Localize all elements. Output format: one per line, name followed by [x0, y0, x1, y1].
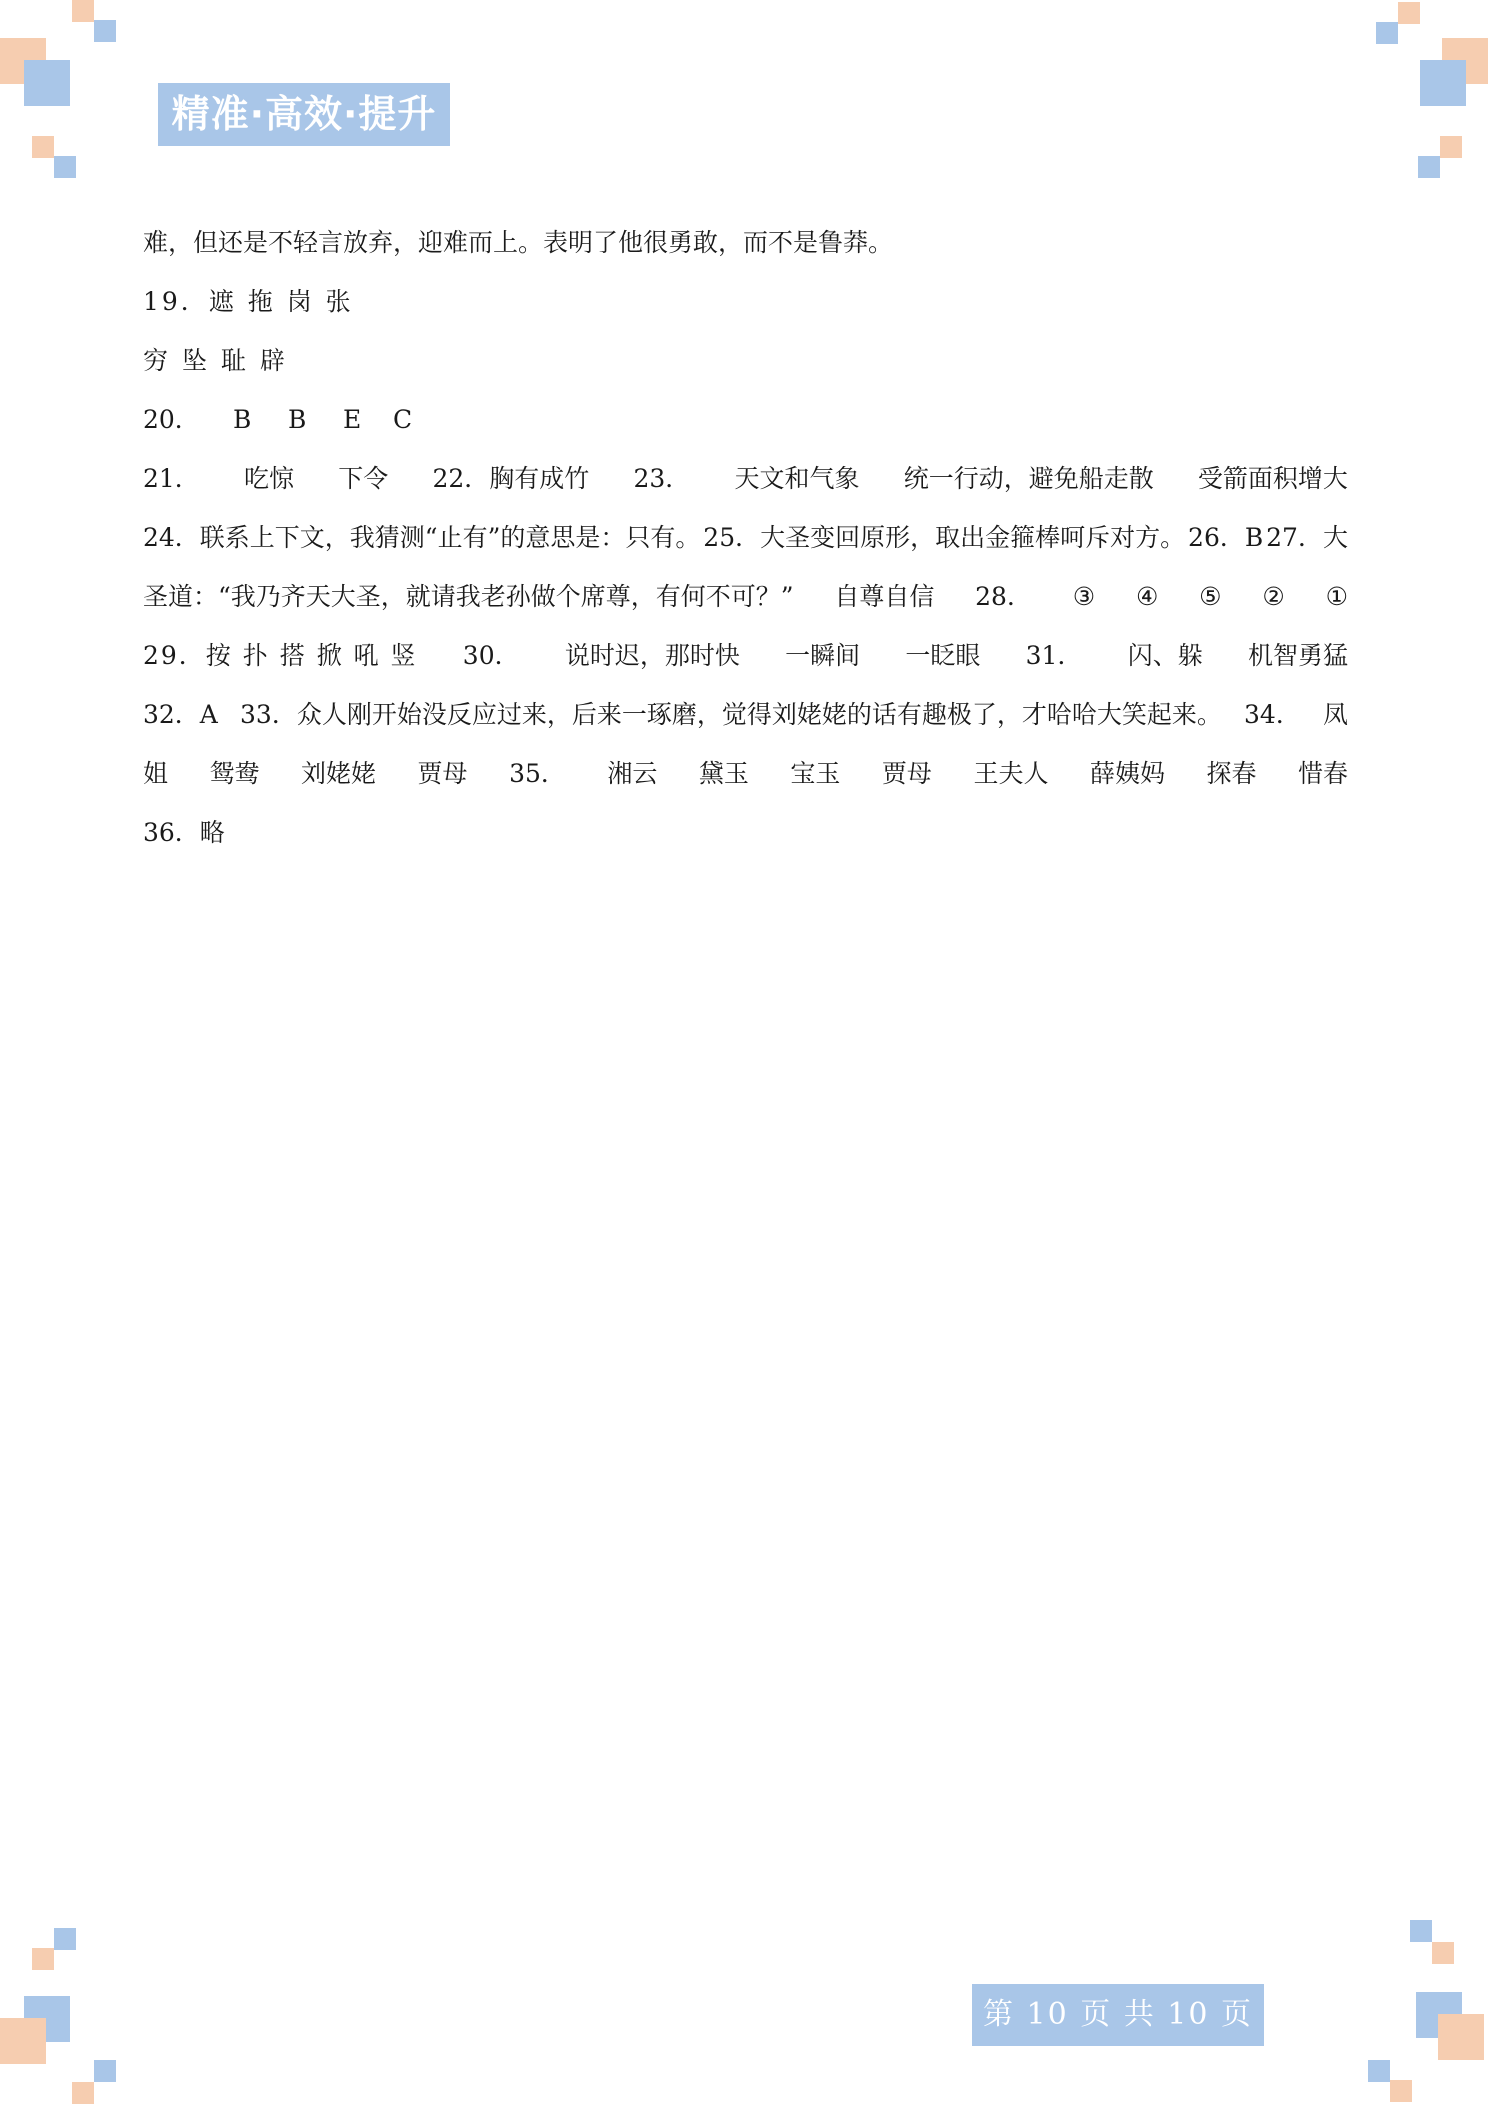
answer-text: 宝玉	[790, 759, 841, 788]
answer-text: 薛姨妈	[1089, 759, 1165, 788]
answer-text: 统一行动，避免船走散	[903, 464, 1154, 493]
answer-order-mark: ②	[1262, 582, 1285, 611]
answer-text: 33．众人刚开始没反应过来，后来一琢磨，觉得刘姥姥的话有趣极了，才哈哈大笑起来。	[240, 700, 1222, 729]
answer-text: 22．胸有成竹	[432, 464, 590, 493]
answer-number: 21．	[143, 464, 200, 493]
brand-banner: 精准·高效·提升	[158, 83, 450, 146]
answer-text: 32．A	[143, 700, 218, 729]
answer-number: 35．	[509, 759, 566, 788]
corner-decoration	[54, 156, 76, 178]
corner-decoration	[1368, 2060, 1390, 2082]
answer-choice: B	[288, 405, 307, 434]
answer-text: 说时迟，那时快	[564, 641, 740, 670]
answer-choice: B	[233, 405, 252, 434]
answer-choice: E	[343, 405, 362, 434]
answer-number: 30．	[462, 641, 520, 670]
corner-decoration	[1440, 136, 1462, 158]
corner-decoration	[1418, 156, 1440, 178]
answer-line	[143, 272, 1348, 331]
answer-number: 23．	[633, 464, 691, 493]
answer-line	[143, 390, 1348, 449]
answer-text: 29．按 扑 搭 掀 吼 竖	[143, 641, 418, 670]
answer-number: 34．	[1244, 700, 1301, 729]
answer-choice: C	[393, 405, 413, 434]
answer-line	[143, 449, 1348, 508]
answer-text: 受箭面积增大	[1197, 464, 1348, 493]
answer-text: 吃惊	[244, 464, 295, 493]
answer-number: 28．	[975, 582, 1032, 611]
answer-text: 下令	[338, 464, 389, 493]
answer-text: 自尊自信	[834, 582, 935, 611]
corner-decoration	[1438, 2014, 1484, 2060]
answer-text: 24．联系上下文，我猜测“止有”的意思是：只有。	[143, 523, 701, 552]
answer-line	[143, 685, 1348, 744]
answer-text: 贾母	[881, 759, 932, 788]
answer-line	[143, 803, 1348, 862]
corner-decoration	[1376, 22, 1398, 44]
corner-decoration	[32, 136, 54, 158]
answer-text: 刘姥姥	[301, 759, 377, 788]
answer-text: 一眨眼	[905, 641, 981, 670]
corner-decoration	[72, 0, 94, 22]
answer-text: 36．略	[143, 818, 225, 847]
answer-order-mark: ①	[1325, 582, 1348, 611]
answer-text: 圣道：“我乃齐天大圣，就请我老孙做个席尊，有何不可？”	[143, 582, 794, 611]
answer-order-mark: ⑤	[1199, 582, 1222, 611]
answer-text: 鸳鸯	[209, 759, 260, 788]
corner-decoration	[1432, 1942, 1454, 1964]
answer-text: 27．大	[1266, 523, 1348, 552]
corner-decoration	[1398, 2, 1420, 24]
corner-decoration	[54, 1928, 76, 1950]
answer-line	[143, 508, 1348, 567]
corner-decoration	[1410, 1920, 1432, 1942]
answer-text: 一瞬间	[785, 641, 861, 670]
corner-decoration	[32, 1948, 54, 1970]
answer-text: 湘云	[607, 759, 658, 788]
answer-text: 19．遮 拖 岗 张	[143, 287, 354, 316]
answer-line	[143, 213, 1348, 272]
answer-text: 惜春	[1297, 759, 1348, 788]
corner-decoration	[1420, 60, 1466, 106]
answer-text: 王夫人	[973, 759, 1049, 788]
answer-text: 闪、躲	[1127, 641, 1203, 670]
answer-text: 黛玉	[698, 759, 749, 788]
corner-decoration	[1390, 2080, 1412, 2102]
answer-line	[143, 331, 1348, 390]
answer-text: 凤	[1322, 700, 1348, 729]
corner-decoration	[0, 2018, 46, 2064]
page-number-label: 第 10 页 共 10 页	[972, 1984, 1264, 2046]
corner-decoration	[94, 20, 116, 42]
answer-text: 26．B	[1188, 523, 1264, 552]
answer-content	[143, 213, 1348, 862]
answer-number: 31．	[1025, 641, 1083, 670]
answer-order-mark: ④	[1135, 582, 1159, 611]
answer-text: 贾母	[417, 759, 468, 788]
answer-number: 20．	[143, 405, 200, 434]
answer-text: 机智勇猛	[1247, 641, 1348, 670]
answer-line	[143, 567, 1348, 626]
answer-line	[143, 626, 1348, 685]
answer-text: 姐	[143, 759, 169, 788]
answer-text: 25．大圣变回原形，取出金箍棒呵斥对方。	[703, 523, 1186, 552]
answer-line	[143, 744, 1348, 803]
answer-text: 难，但还是不轻言放弃，迎难而上。表明了他很勇敢，而不是鲁莽。	[143, 228, 894, 257]
corner-decoration	[94, 2060, 116, 2082]
answer-text: 天文和气象	[734, 464, 860, 493]
corner-decoration	[72, 2082, 94, 2104]
answer-text: 穷 坠 耻 辟	[143, 346, 288, 375]
corner-decoration	[24, 60, 70, 106]
answer-text: 探春	[1206, 759, 1257, 788]
answer-order-mark: ③	[1072, 582, 1096, 611]
